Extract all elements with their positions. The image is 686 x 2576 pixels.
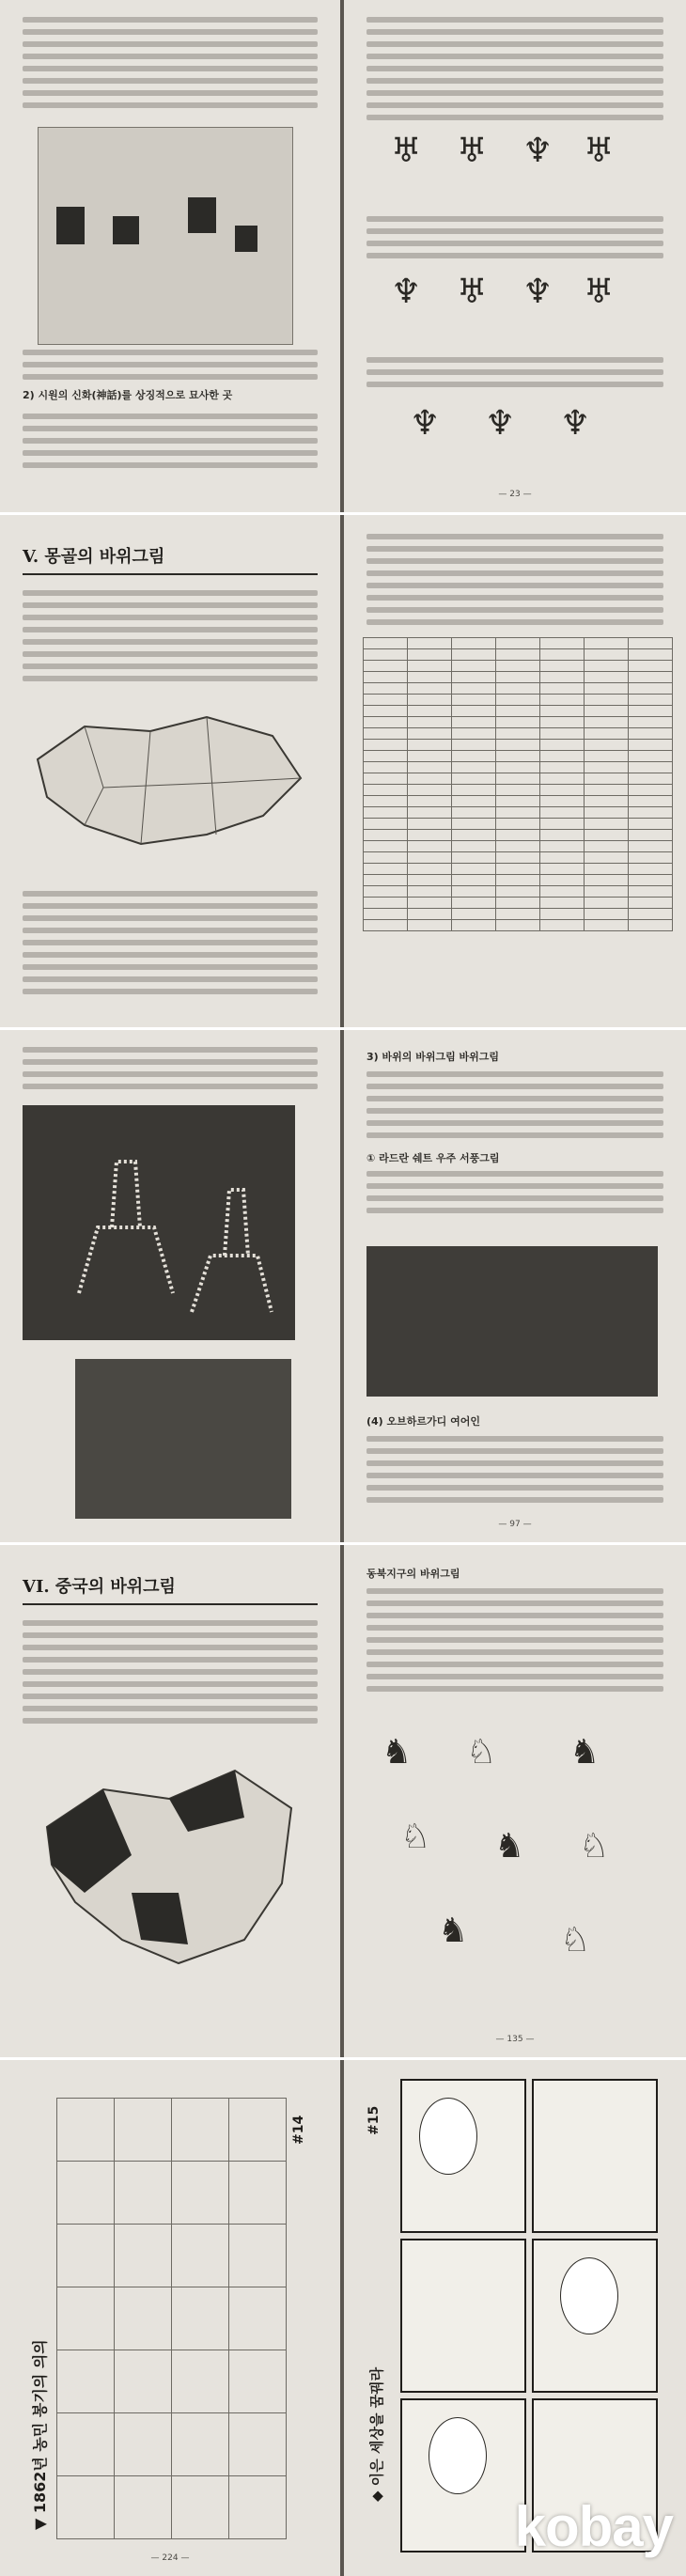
- text-block: [23, 1047, 318, 1096]
- kobay-watermark: kobay: [514, 2495, 673, 2558]
- text-block: [366, 1588, 663, 1698]
- rock-art-glyph: ♆: [560, 404, 591, 443]
- comic-title: ◆ 이은 세상을 꿈꿔라: [368, 2366, 385, 2502]
- text-block: [23, 350, 318, 386]
- comic-number: #15: [366, 2105, 382, 2135]
- animal-glyph: ♘: [400, 1818, 431, 1856]
- photo-3-left-page: [0, 1030, 340, 1542]
- worksheet-number: #14: [291, 2115, 306, 2145]
- rider-drawing: [23, 1105, 295, 1340]
- rock-art-glyph: ♆: [522, 273, 553, 311]
- rock-art-glyph: ♆: [485, 404, 516, 443]
- photo-2-left-page: [0, 515, 340, 1027]
- diagram-mark: [113, 216, 139, 244]
- rock-art-glyph: ♆: [522, 132, 553, 170]
- speech-bubble: [560, 2257, 618, 2334]
- photo-2-right-page: [344, 515, 686, 1027]
- section-heading: 3) 바위의 바위그림 바위그림: [366, 1051, 500, 1063]
- photo-1: [0, 0, 686, 512]
- rock-art-glyph: ♅: [584, 273, 615, 311]
- rock-art-photo: [366, 1246, 658, 1397]
- china-map: [28, 1752, 310, 1977]
- animal-glyph: ♞: [494, 1827, 525, 1866]
- photo-5: [0, 2060, 686, 2576]
- comic-panel: [400, 2239, 526, 2393]
- diagram-mark: [56, 207, 85, 244]
- worksheet-title: ▼ 1862년 농민 봉기의 의의: [31, 2339, 49, 2530]
- photo-4: [0, 1545, 686, 2057]
- mongolia-map: [28, 703, 310, 863]
- page-number: — 224 —: [150, 2553, 190, 2563]
- animal-glyph: ♘: [579, 1827, 610, 1866]
- chapter-title: V. 몽골의 바위그림: [23, 547, 165, 567]
- rock-art-glyph: ♆: [410, 404, 441, 443]
- diagram-mark: [235, 226, 257, 252]
- text-block: [23, 1620, 318, 1730]
- animal-glyph: ♞: [382, 1733, 413, 1772]
- text-block: [366, 1436, 663, 1509]
- photo-3-right-page: [344, 1030, 686, 1542]
- worksheet-grid: [56, 2098, 287, 2539]
- text-block: [23, 17, 318, 115]
- text-block: [366, 357, 663, 394]
- speech-bubble: [419, 2098, 477, 2175]
- photo-4-right-page: [344, 1545, 686, 2057]
- text-block: [366, 216, 663, 265]
- speech-bubble: [429, 2417, 487, 2494]
- photo-4-left-page: [0, 1545, 340, 2057]
- page-number: — 23 —: [498, 490, 532, 499]
- rock-art-glyph: ♅: [457, 132, 488, 170]
- photo-5-left-page: [0, 2060, 340, 2576]
- text-block: [366, 1171, 663, 1220]
- photo-3: [0, 1030, 686, 1542]
- subsection-heading: (4) 오브하르가디 여어인: [366, 1415, 481, 1428]
- text-block: [23, 590, 318, 688]
- page-number: — 97 —: [498, 1520, 532, 1529]
- photo-1-left-page: [0, 0, 340, 512]
- text-block: [23, 891, 318, 1001]
- text-block: [366, 534, 663, 632]
- chapter-title: VI. 중국의 바위그림: [23, 1577, 176, 1597]
- animal-glyph: ♘: [560, 1921, 591, 1959]
- animal-glyph: ♘: [466, 1733, 497, 1772]
- photo-2: [0, 515, 686, 1027]
- animal-glyph: ♞: [438, 1912, 469, 1950]
- title-rule: [23, 573, 318, 575]
- comic-panel: [532, 2079, 658, 2233]
- text-block: [366, 17, 663, 127]
- page-number: — 135 —: [495, 2035, 535, 2044]
- subsection-heading: ① 라드란 쉐트 우주 서풍그림: [366, 1152, 500, 1164]
- photo-1-right-page: [344, 0, 686, 512]
- rock-art-glyph: ♅: [457, 273, 488, 311]
- text-block: [23, 414, 318, 475]
- rock-art-glyph: ♅: [584, 132, 615, 170]
- animal-glyph: ♞: [569, 1733, 600, 1772]
- text-block: [366, 1071, 663, 1145]
- rock-art-glyph: ♆: [391, 273, 422, 311]
- survey-table: [363, 637, 673, 931]
- title-rule: [23, 1603, 318, 1605]
- section-heading: 2) 시원의 신화(神話)를 상징적으로 묘사한 곳: [23, 389, 233, 401]
- rock-art-photo-texture: [75, 1359, 291, 1519]
- section-heading: 동북지구의 바위그림: [366, 1568, 460, 1580]
- rock-art-glyph: ♅: [391, 132, 422, 170]
- diagram-mark: [188, 197, 216, 233]
